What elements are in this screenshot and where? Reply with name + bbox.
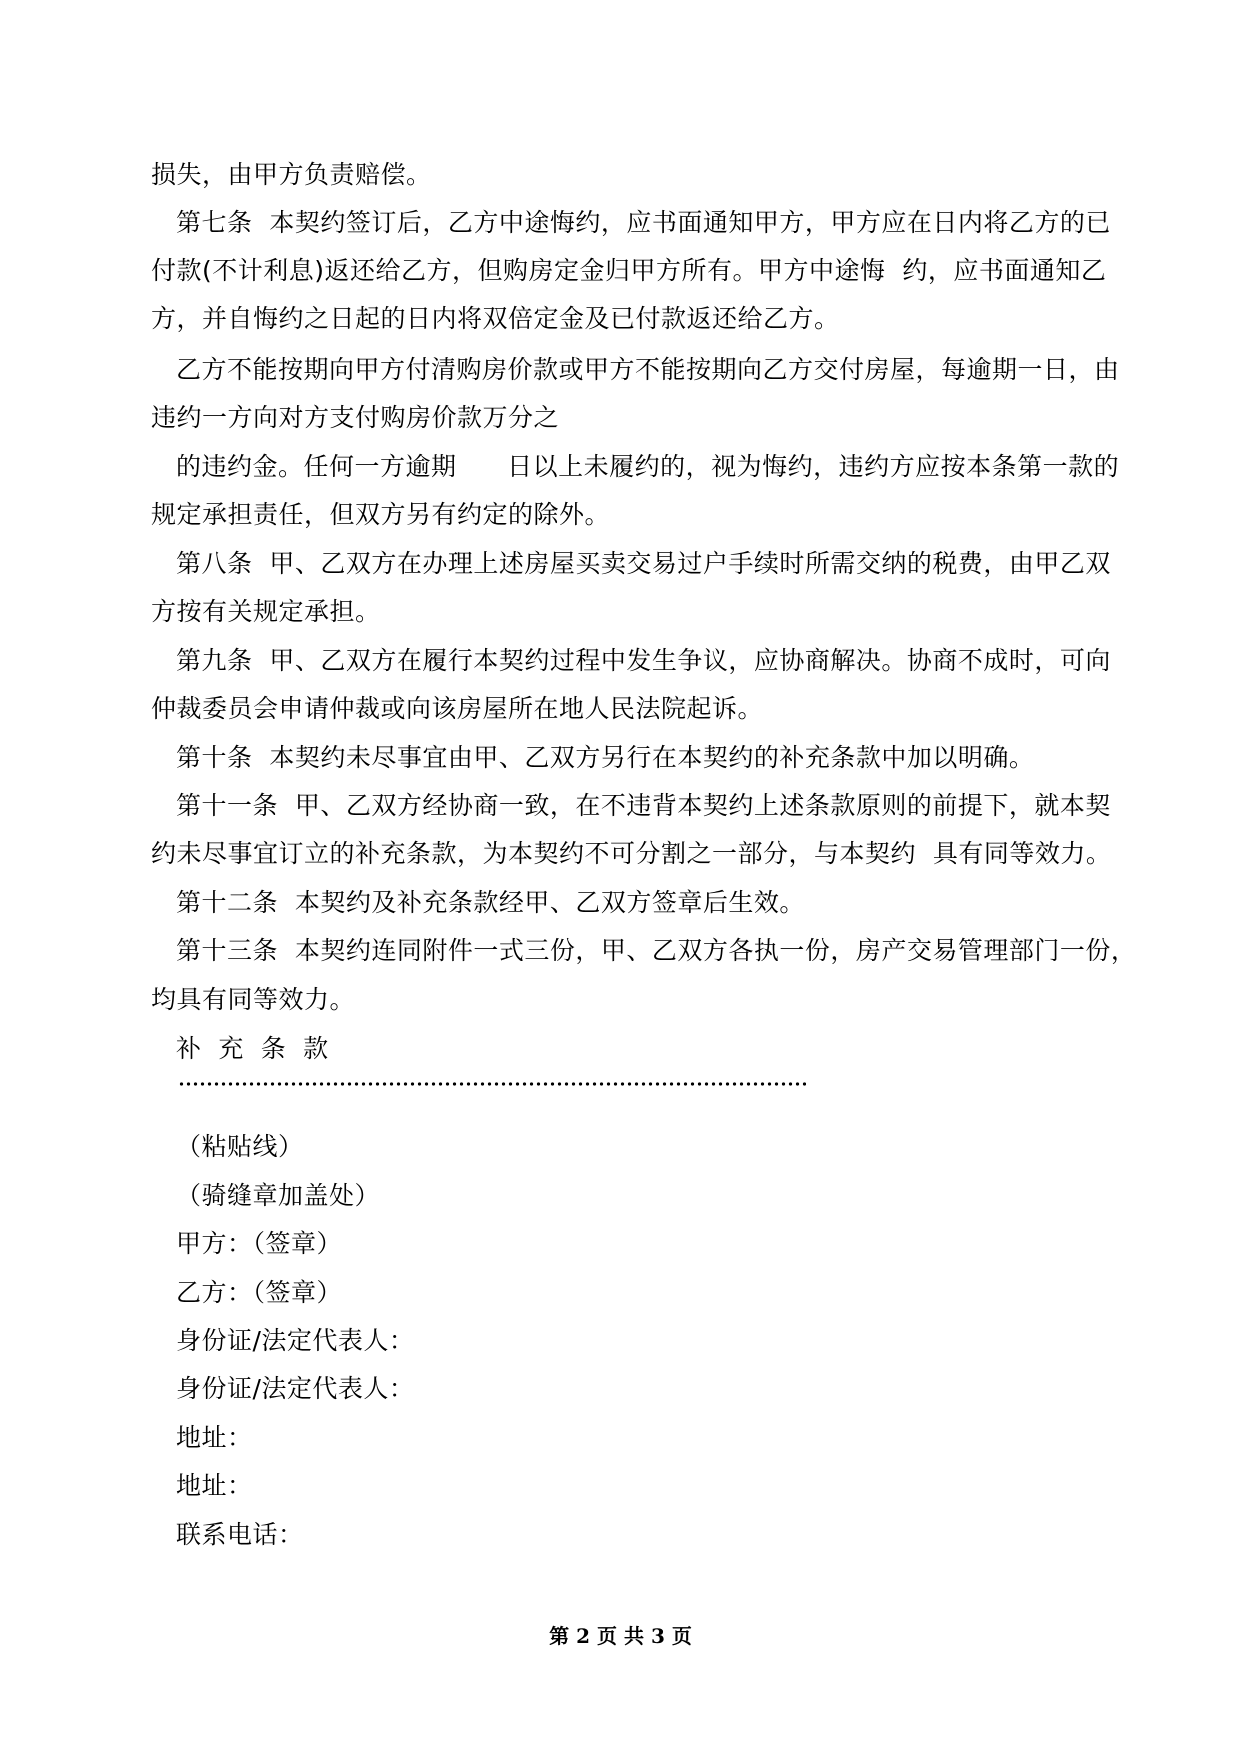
- phone-field: 联系电话：: [176, 1520, 304, 1549]
- text-line: 损失，由甲方负责赔偿。: [151, 160, 432, 189]
- party-a-signature: 甲方：（签章）: [176, 1229, 343, 1258]
- text-line: 的违约金。任何一方逾期 日以上未履约的，视为悔约，违约方应按本条第一款的: [176, 452, 1120, 481]
- text-line: （骑缝章加盖处）: [176, 1181, 381, 1210]
- party-b-signature: 乙方：（签章）: [176, 1278, 343, 1307]
- text-line: （粘贴线）: [176, 1132, 304, 1161]
- text-line: 第十一条 甲、乙双方经协商一致，在不违背本契约上述条款原则的前提下，就本契: [176, 791, 1111, 820]
- id-representative-field: 身份证/法定代表人：: [176, 1326, 415, 1355]
- id-representative-field: 身份证/法定代表人：: [176, 1374, 415, 1403]
- paste-line-dots: [178, 1082, 806, 1086]
- text-line: 规定承担责任，但双方另有约定的除外。: [151, 500, 611, 529]
- text-line: 付款(不计利息)返还给乙方，但购房定金归甲方所有。甲方中途悔 约，应书面通知乙: [151, 256, 1107, 285]
- address-field: 地址：: [176, 1471, 253, 1500]
- text-line: 违约一方向对方支付购房价款万分之: [151, 403, 560, 432]
- text-line: 方，并自悔约之日起的日内将双倍定金及已付款返还给乙方。: [151, 304, 840, 333]
- text-line: 方按有关规定承担。: [151, 597, 381, 626]
- text-line: 均具有同等效力。: [151, 985, 356, 1014]
- text-line: 第十条 本契约未尽事宜由甲、乙双方另行在本契约的补充条款中加以明确。: [176, 743, 1035, 772]
- text-line: 第十三条 本契约连同附件一式三份，甲、乙双方各执一份，房产交易管理部门一份，: [176, 936, 1137, 965]
- supplementary-clauses-heading: 补 充 条 款: [176, 1034, 329, 1063]
- page-footer: 第 2 页 共 3 页: [549, 1624, 692, 1648]
- text-line: 乙方不能按期向甲方付清购房价款或甲方不能按期向乙方交付房屋，每逾期一日，由: [176, 355, 1120, 384]
- text-line: 约未尽事宜订立的补充条款，为本契约不可分割之一部分，与本契约 具有同等效力。: [151, 839, 1112, 868]
- text-line: 第七条 本契约签订后，乙方中途悔约，应书面通知甲方，甲方应在日内将乙方的已: [176, 208, 1111, 237]
- text-line: 仲裁委员会申请仲裁或向该房屋所在地人民法院起诉。: [151, 694, 764, 723]
- text-line: 第十二条 本契约及补充条款经甲、乙双方签章后生效。: [176, 888, 805, 917]
- text-line: 第九条 甲、乙双方在履行本契约过程中发生争议，应协商解决。协商不成时，可向: [176, 646, 1111, 675]
- address-field: 地址：: [176, 1423, 253, 1452]
- text-line: 第八条 甲、乙双方在办理上述房屋买卖交易过户手续时所需交纳的税费，由甲乙双: [176, 549, 1111, 578]
